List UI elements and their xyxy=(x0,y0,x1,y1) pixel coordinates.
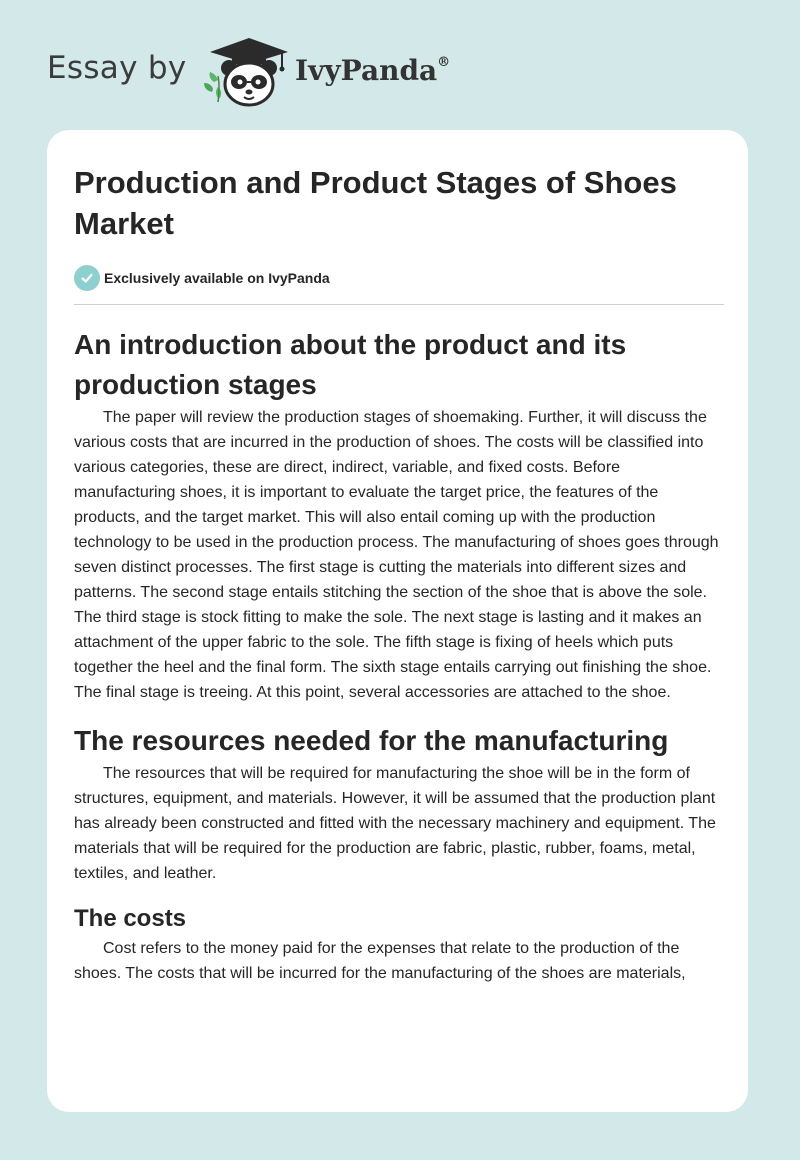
registered-mark: ® xyxy=(437,54,451,70)
section-heading-introduction: An introduction about the product and its production stages xyxy=(74,329,627,400)
section-body-resources: The resources that will be required for manufacturing the shoe will be in the form of structures, equipment, and materials. However, it will be assumed that the production plant has already been constructed and fitted with the necessary machinery and equipment. The materials that will be required for the production are fabric, plastic, rubber, foams, metal, textiles, and leather. xyxy=(74,765,716,882)
badge-text: Exclusively available on IvyPanda xyxy=(104,270,330,286)
brand-name-text: IvyPanda xyxy=(295,54,438,87)
page-title: Production and Product Stages of Shoes Market xyxy=(74,165,677,241)
brand-name xyxy=(295,54,450,87)
panda-graduate-icon xyxy=(202,32,294,110)
brand-prefix: Essay by xyxy=(47,50,187,86)
exclusive-badge xyxy=(74,264,724,292)
brand-header xyxy=(47,32,507,112)
article-card xyxy=(47,130,748,1112)
section-body-costs: Cost refers to the money paid for the expenses that relate to the production of the shoes. The costs that will be incurred for the manufacturing of the shoes are materials, xyxy=(74,940,686,982)
check-icon xyxy=(74,265,100,291)
divider xyxy=(74,304,724,305)
section-heading-resources: The resources needed for the manufacturing xyxy=(74,725,669,756)
article-body xyxy=(74,162,724,986)
section-heading-costs: The costs xyxy=(74,905,187,932)
section-body-introduction: The paper will review the production stages of shoemaking. Further, it will discuss the various costs that are incurred in the production of shoes. The costs will be classified into various categories, these are direct, indirect, variable, and fixed costs. Before manufacturing shoes, it is important to evaluate the target price, the features of the products, and the target market. This will also entail coming up with the production technology to be used in the production process. The manufacturing of shoes goes through seven distinct processes. The first stage is cutting the materials into different sizes and patterns. The second stage entails stitching the section of the shoe that is above the sole. The third stage is stock fitting to make the sole. The next stage is lasting and it makes an attachment of the upper fabric to the sole. The fifth stage is fixing of heels which puts together the heel and the final form. The sixth stage entails carrying out finishing the shoe. The final stage is treeing. At this point, several accessories are attached to the shoe. xyxy=(74,409,719,701)
